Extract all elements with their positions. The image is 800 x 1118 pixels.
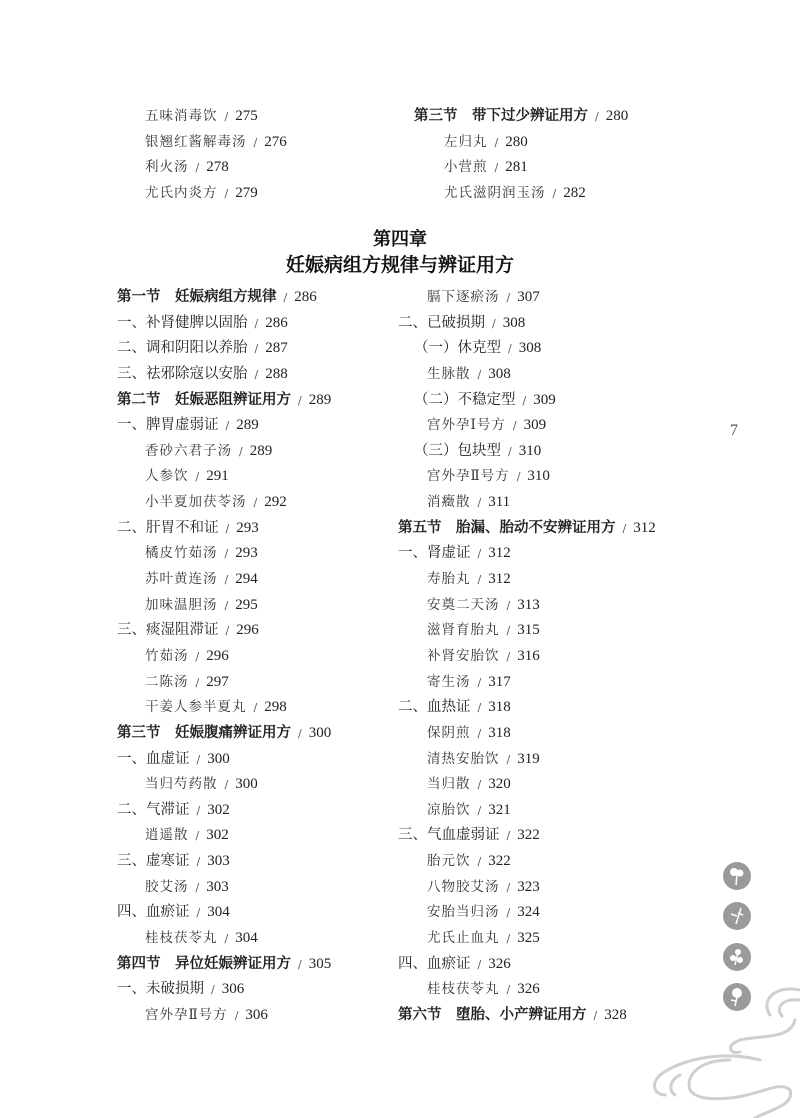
separator: / — [622, 521, 627, 535]
entry-page-number: 293 — [235, 545, 258, 562]
entry-title: 二、调和阴阳以养胎 — [117, 340, 248, 357]
entry-title: 利火汤 — [145, 159, 189, 175]
separator: / — [477, 701, 482, 715]
toc-formula-entry[interactable] — [145, 670, 229, 694]
separator: / — [593, 1008, 598, 1022]
entry-title: 一、肾虚证 — [398, 545, 471, 562]
entry-page-number: 308 — [488, 365, 511, 382]
flower-icon — [723, 862, 751, 890]
toc-formula-entry[interactable] — [427, 721, 511, 745]
entry-page-number: 300 — [235, 776, 258, 793]
toc-subsection-entry[interactable] — [117, 849, 230, 873]
separator: / — [506, 598, 511, 612]
separator: / — [494, 161, 499, 174]
toc-section-entry[interactable] — [414, 104, 628, 128]
separator: / — [195, 161, 200, 174]
entry-page-number: 326 — [517, 981, 540, 998]
entry-page-number: 321 — [488, 801, 511, 818]
entry-title: 五味消毒饮 — [145, 108, 218, 124]
entry-page-number: 316 — [517, 647, 540, 664]
cloud-wave-decoration — [640, 980, 800, 1118]
entry-page-number: 323 — [517, 878, 540, 895]
entry-page-number: 280 — [505, 133, 528, 150]
toc-formula-entry[interactable] — [145, 1003, 268, 1027]
toc-section-entry[interactable] — [117, 721, 331, 745]
toc-subsection-entry[interactable] — [398, 823, 540, 847]
separator: / — [477, 367, 482, 381]
entry-page-number: 308 — [502, 314, 526, 331]
separator: / — [298, 393, 302, 407]
entry-title: 宫外孕Ⅱ号方 — [145, 1006, 228, 1023]
separator: / — [253, 496, 258, 510]
entry-title: 保阴煎 — [427, 724, 471, 741]
toc-subsection-entry[interactable] — [398, 952, 511, 976]
separator: / — [506, 752, 511, 766]
entry-page-number: 296 — [206, 647, 229, 664]
toc-formula-entry[interactable] — [427, 926, 540, 950]
chapter-title: 妊娠病组方规律与辨证用方 — [285, 254, 514, 276]
entry-page-number: 289 — [236, 417, 259, 434]
entry-page-number: 280 — [605, 108, 629, 124]
toc-formula-entry[interactable] — [444, 181, 586, 205]
entry-page-number: 292 — [264, 494, 287, 511]
entry-title: （三）包块型 — [414, 442, 501, 459]
separator: / — [477, 803, 482, 817]
entry-title: 清热安胎饮 — [427, 750, 500, 767]
separator: / — [195, 829, 200, 843]
entry-page-number: 312 — [633, 519, 656, 536]
page-number: 7 — [730, 422, 738, 439]
entry-page-number: 318 — [488, 699, 511, 716]
entry-page-number: 296 — [236, 622, 259, 639]
toc-subsection-entry[interactable] — [117, 900, 230, 924]
entry-title: 小半夏加茯苓汤 — [145, 494, 247, 511]
toc-formula-entry[interactable] — [145, 644, 229, 668]
toc-formula-entry[interactable] — [145, 490, 287, 514]
entry-title: 胶艾汤 — [145, 878, 189, 895]
entry-title: 竹茹汤 — [145, 647, 189, 664]
entry-title: 一、脾胃虚弱证 — [117, 417, 219, 434]
separator: / — [492, 316, 496, 330]
entry-page-number: 298 — [264, 699, 287, 716]
toc-formula-entry[interactable] — [145, 130, 287, 154]
separator: / — [195, 649, 200, 663]
toc-formula-entry[interactable] — [145, 926, 258, 950]
entry-page-number: 310 — [518, 442, 542, 459]
entry-page-number: 293 — [236, 519, 259, 536]
toc-formula-entry[interactable] — [444, 155, 528, 179]
entry-page-number: 303 — [207, 853, 230, 870]
toc-formula-entry[interactable] — [145, 875, 229, 899]
separator: / — [506, 983, 511, 997]
toc-formula-entry[interactable] — [145, 155, 229, 179]
separator: / — [225, 624, 230, 638]
entry-page-number: 306 — [221, 981, 245, 998]
separator: / — [253, 135, 258, 149]
toc-subsection-entry[interactable] — [398, 695, 511, 719]
toc-formula-entry[interactable] — [427, 875, 540, 899]
separator: / — [196, 906, 201, 920]
entry-page-number: 289 — [249, 442, 273, 459]
entry-title: 第五节 胎漏、胎动不安辨证用方 — [398, 519, 616, 536]
toc-formula-entry[interactable] — [427, 798, 511, 822]
entry-page-number: 325 — [517, 930, 540, 946]
entry-title: 左归丸 — [444, 133, 488, 150]
entry-page-number: 302 — [206, 827, 229, 844]
entry-title: 安奠二天汤 — [427, 596, 500, 613]
entry-title: 二、血热证 — [398, 699, 471, 716]
separator: / — [477, 855, 482, 869]
toc-section-entry[interactable] — [117, 952, 331, 976]
entry-page-number: 315 — [517, 622, 540, 639]
separator: / — [508, 444, 512, 458]
entry-page-number: 308 — [518, 340, 542, 357]
separator: / — [195, 470, 200, 484]
entry-title: 宫外孕Ⅰ号方 — [427, 417, 506, 434]
entry-page-number: 281 — [505, 159, 528, 175]
separator: / — [506, 880, 511, 894]
separator: / — [516, 470, 521, 484]
entry-title: 寄生汤 — [427, 673, 471, 690]
separator: / — [477, 726, 482, 740]
toc-formula-entry[interactable] — [145, 567, 258, 591]
entry-page-number: 310 — [527, 468, 550, 485]
separator: / — [224, 186, 229, 200]
herb-sprig-icon — [723, 902, 751, 930]
entry-page-number: 286 — [294, 289, 317, 305]
toc-subsection-entry[interactable] — [117, 516, 259, 540]
separator: / — [224, 598, 229, 612]
entry-page-number: 309 — [533, 391, 556, 408]
separator: / — [506, 624, 511, 638]
entry-title: 三、祛邪除寇以安胎 — [117, 365, 248, 382]
toc-formula-entry[interactable] — [145, 181, 258, 205]
separator: / — [253, 701, 258, 715]
entry-title: 宫外孕Ⅱ号方 — [427, 468, 510, 485]
separator: / — [506, 829, 511, 843]
entry-page-number: 324 — [517, 904, 540, 921]
entry-page-number: 312 — [488, 571, 511, 588]
toc-formula-entry[interactable] — [427, 490, 510, 514]
chapter-number: 第四章 — [373, 229, 427, 250]
toc-formula-entry[interactable] — [145, 772, 258, 796]
separator: / — [196, 803, 201, 817]
entry-title: 消癥散 — [427, 494, 471, 511]
entry-page-number: 302 — [207, 801, 230, 818]
entry-title: 胎元饮 — [427, 853, 471, 870]
separator: / — [254, 342, 259, 356]
separator: / — [211, 983, 215, 997]
entry-page-number: 304 — [207, 904, 230, 921]
toc-subsection-entry[interactable] — [117, 413, 259, 437]
entry-page-number: 289 — [308, 391, 332, 408]
separator: / — [195, 675, 200, 689]
toc-subsection-entry[interactable] — [414, 439, 541, 463]
toc-formula-entry[interactable] — [427, 849, 511, 873]
separator: / — [254, 367, 259, 381]
toc-section-entry[interactable] — [117, 388, 331, 412]
toc-formula-entry[interactable] — [427, 900, 540, 924]
entry-title: 二、已破损期 — [398, 314, 485, 331]
separator: / — [196, 855, 201, 869]
entry-title: 当归散 — [427, 776, 471, 793]
entry-page-number: 320 — [488, 776, 511, 793]
entry-page-number: 306 — [245, 1006, 268, 1023]
toc-formula-entry[interactable] — [145, 464, 229, 488]
separator: / — [224, 932, 229, 945]
entry-title: 尤氏滋阴润玉汤 — [444, 184, 546, 201]
entry-title: 尤氏内炎方 — [145, 184, 218, 201]
toc-section-entry[interactable] — [398, 1003, 627, 1027]
toc-formula-entry[interactable] — [145, 593, 258, 617]
entry-title: 安胎当归汤 — [427, 904, 500, 921]
toc-formula-entry[interactable] — [145, 541, 258, 565]
separator: / — [225, 419, 230, 433]
toc-formula-entry[interactable] — [145, 104, 258, 128]
toc-formula-entry[interactable] — [444, 130, 528, 154]
entry-page-number: 303 — [206, 878, 229, 895]
toc-formula-entry[interactable] — [427, 644, 540, 668]
entry-title: 三、痰湿阻滞证 — [117, 622, 219, 639]
entry-title: 当归芍药散 — [145, 776, 218, 793]
toc-subsection-entry[interactable] — [117, 311, 288, 335]
entry-title: 小营煎 — [444, 159, 488, 175]
entry-title: 三、气血虚弱证 — [398, 827, 500, 844]
toc-formula-entry[interactable] — [427, 593, 540, 617]
entry-page-number: 275 — [235, 108, 258, 124]
toc-formula-entry[interactable] — [427, 567, 511, 591]
entry-title: 二、肝胃不和证 — [117, 519, 219, 536]
toc-subsection-entry[interactable] — [117, 798, 230, 822]
toc-subsection-entry[interactable] — [414, 336, 541, 360]
entry-title: 逍遥散 — [145, 827, 189, 844]
entry-page-number: 291 — [206, 468, 229, 485]
entry-title: 三、虚寒证 — [117, 853, 190, 870]
separator: / — [224, 778, 229, 792]
separator: / — [506, 906, 511, 920]
entry-title: 第三节 带下过少辨证用方 — [414, 108, 588, 124]
toc-subsection-entry[interactable] — [117, 362, 288, 386]
separator: / — [225, 521, 230, 535]
entry-page-number: 279 — [235, 184, 258, 201]
entry-page-number: 309 — [523, 417, 547, 434]
entry-title: 膈下逐瘀汤 — [427, 289, 500, 305]
toc-subsection-entry[interactable] — [414, 388, 556, 412]
entry-page-number: 312 — [488, 545, 511, 562]
separator: / — [506, 649, 511, 663]
entry-title: 人参饮 — [145, 468, 189, 485]
toc-formula-entry[interactable] — [427, 747, 540, 771]
toc-subsection-entry[interactable] — [117, 977, 244, 1001]
entry-title: 苏叶黄连汤 — [145, 571, 218, 588]
toc-formula-entry[interactable] — [427, 464, 550, 488]
entry-title: 第三节 妊娠腹痛辨证用方 — [117, 724, 291, 741]
leaf-branch-icon — [723, 943, 751, 971]
entry-title: 四、血瘀证 — [117, 904, 190, 921]
separator: / — [508, 342, 512, 356]
entry-page-number: 318 — [488, 724, 511, 741]
separator: / — [224, 547, 229, 561]
entry-page-number: 278 — [206, 159, 229, 175]
separator: / — [477, 547, 482, 561]
entry-title: 补肾安胎饮 — [427, 647, 500, 664]
toc-formula-entry[interactable] — [145, 823, 229, 847]
separator: / — [195, 880, 200, 894]
entry-page-number: 317 — [488, 673, 511, 690]
toc-subsection-entry[interactable] — [398, 311, 525, 335]
toc-section-entry[interactable] — [398, 516, 656, 540]
separator: / — [224, 110, 229, 123]
entry-title: 香砂六君子汤 — [145, 442, 232, 459]
entry-page-number: 286 — [265, 314, 288, 331]
separator: / — [298, 726, 302, 740]
entry-title: 第四节 异位妊娠辨证用方 — [117, 955, 291, 972]
entry-page-number: 276 — [264, 133, 287, 150]
entry-page-number: 288 — [265, 365, 288, 382]
toc-subsection-entry[interactable] — [117, 618, 259, 642]
entry-page-number: 294 — [235, 571, 258, 588]
entry-title: 干姜人参半夏丸 — [145, 699, 247, 716]
entry-title: 第六节 堕胎、小产辨证用方 — [398, 1006, 587, 1023]
entry-title: 加味温胆汤 — [145, 596, 218, 613]
entry-page-number: 300 — [207, 750, 230, 767]
separator: / — [595, 110, 599, 123]
entry-page-number: 322 — [517, 827, 540, 844]
entry-title: 凉胎饮 — [427, 801, 471, 818]
entry-page-number: 282 — [563, 184, 586, 201]
separator: / — [239, 444, 243, 458]
separator: / — [512, 419, 517, 433]
toc-subsection-entry[interactable] — [117, 336, 288, 360]
separator: / — [494, 135, 499, 149]
separator: / — [522, 393, 527, 407]
entry-title: （二）不稳定型 — [414, 391, 516, 408]
entry-title: 第二节 妊娠恶阻辨证用方 — [117, 391, 291, 408]
entry-page-number: 322 — [488, 853, 511, 870]
entry-title: 第一节 妊娠病组方规律 — [117, 289, 277, 305]
toc-formula-entry[interactable] — [427, 772, 511, 796]
entry-title: 八物胶艾汤 — [427, 878, 500, 895]
separator: / — [506, 932, 511, 945]
toc-section-entry[interactable] — [117, 285, 317, 309]
entry-title: 一、未破损期 — [117, 981, 204, 998]
entry-page-number: 295 — [235, 596, 258, 613]
toc-formula-entry[interactable] — [145, 439, 272, 463]
separator: / — [552, 186, 557, 200]
toc-formula-entry[interactable] — [427, 413, 546, 437]
entry-page-number: 305 — [308, 955, 332, 972]
entry-title: 桂枝茯苓丸 — [427, 981, 500, 998]
toc-formula-entry[interactable] — [427, 670, 511, 694]
entry-page-number: 304 — [235, 930, 258, 946]
entry-title: 一、补肾健脾以固胎 — [117, 314, 248, 331]
entry-title: 桂枝茯苓丸 — [145, 930, 218, 946]
entry-page-number: 300 — [308, 724, 332, 741]
separator: / — [477, 675, 482, 689]
separator: / — [224, 573, 229, 587]
separator: / — [477, 778, 482, 792]
toc-subsection-entry[interactable] — [398, 541, 511, 565]
entry-page-number: 319 — [517, 750, 540, 767]
entry-title: 二陈汤 — [145, 673, 189, 690]
entry-title: 二、气滞证 — [117, 801, 190, 818]
entry-title: 银翘红酱解毒汤 — [145, 133, 247, 150]
separator: / — [506, 291, 511, 304]
separator: / — [477, 573, 482, 587]
entry-title: 滋肾育胎丸 — [427, 622, 500, 639]
entry-page-number: 307 — [517, 289, 540, 305]
entry-page-number: 326 — [488, 955, 511, 972]
toc-formula-entry[interactable] — [427, 285, 540, 309]
entry-title: 寿胎丸 — [427, 571, 471, 588]
entry-page-number: 297 — [206, 673, 229, 690]
toc-formula-entry[interactable] — [427, 618, 540, 642]
separator: / — [283, 291, 288, 304]
entry-page-number: 328 — [604, 1006, 627, 1023]
separator: / — [477, 496, 482, 510]
entry-page-number: 313 — [517, 596, 540, 613]
entry-title: 橘皮竹茹汤 — [145, 545, 218, 562]
entry-title: 一、血虚证 — [117, 750, 190, 767]
toc-formula-entry[interactable] — [427, 362, 511, 386]
separator: / — [234, 1008, 239, 1022]
toc-formula-entry[interactable] — [427, 977, 540, 1001]
entry-title: 四、血瘀证 — [398, 955, 471, 972]
separator: / — [196, 752, 201, 766]
entry-title: 尤氏止血丸 — [427, 930, 500, 946]
entry-page-number: 311 — [488, 494, 511, 511]
entry-title: （一）休克型 — [414, 340, 501, 357]
entry-title: 生脉散 — [427, 365, 471, 382]
entry-page-number: 287 — [265, 340, 288, 357]
separator: / — [254, 316, 259, 330]
toc-formula-entry[interactable] — [145, 695, 287, 719]
toc-subsection-entry[interactable] — [117, 747, 230, 771]
separator: / — [298, 957, 302, 971]
separator: / — [477, 957, 482, 971]
